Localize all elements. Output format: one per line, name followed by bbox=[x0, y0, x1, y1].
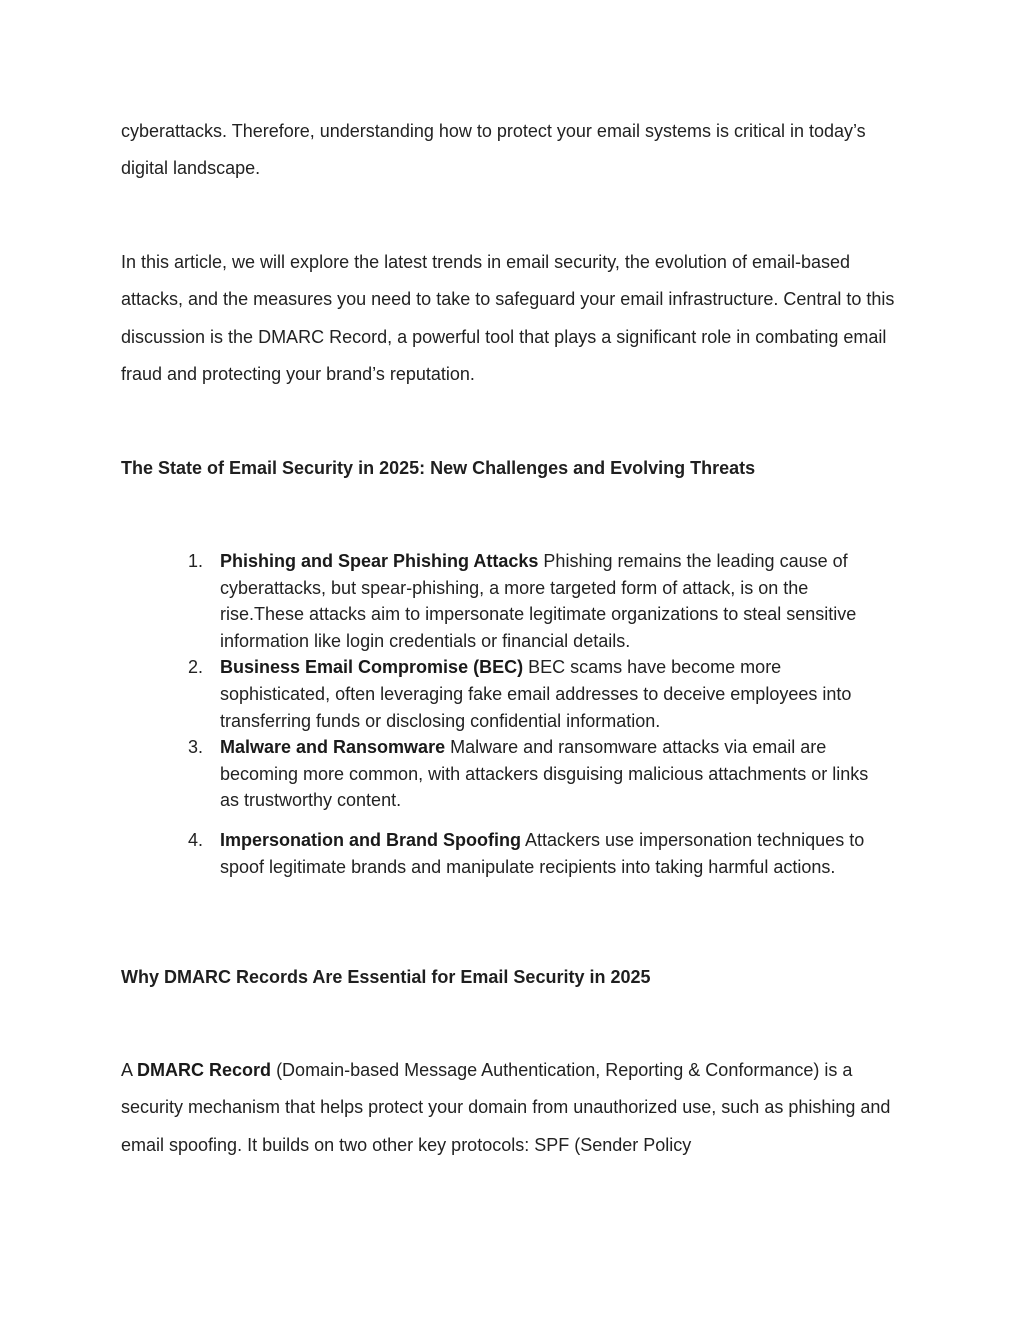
list-item bbox=[188, 654, 878, 734]
intro-paragraph-1: cyberattacks. Therefore, understanding how to protect your email systems is critical in today’s digital landscape. bbox=[121, 121, 866, 179]
list-item bbox=[188, 734, 878, 814]
list-item bbox=[188, 548, 878, 654]
dmarc-description: (Domain-based Message Authentication, Reporting & Conformance) is a security mechanism that helps protect your domain from unauthorized use, such as phishing and email spoofing. It builds on two other key protocols: SPF (Sender Policy bbox=[121, 1060, 891, 1155]
list-item-title: Business Email Compromise (BEC) bbox=[220, 657, 524, 678]
list-item-text: BEC scams have become more sophisticated, often leveraging fake email addresses to deceive employees into transferring funds or disclosing confidential information. bbox=[220, 657, 852, 731]
list-item bbox=[188, 827, 878, 880]
list-item-number: 2. bbox=[188, 657, 204, 678]
list-item-number: 4. bbox=[188, 829, 204, 850]
dmarc-term: DMARC Record bbox=[137, 1060, 272, 1080]
list-item-number: 1. bbox=[188, 551, 204, 571]
section-heading-why-dmarc: Why DMARC Records Are Essential for Email Security in 2025 bbox=[121, 967, 651, 987]
dmarc-lead-word: A bbox=[121, 1060, 133, 1080]
section-heading-state-of-email-security: The State of Email Security in 2025: New Challenges and Evolving Threats bbox=[121, 458, 756, 478]
list-item-number: 3. bbox=[188, 737, 204, 758]
list-item-text: Attackers use impersonation techniques to spoof legitimate brands and manipulate recipients into taking harmful actions. bbox=[220, 829, 865, 877]
threats-list bbox=[188, 548, 878, 880]
list-item-text: Malware and ransomware attacks via email are becoming more common, with attackers disguising malicious attachments or links as trustworthy content. bbox=[220, 737, 869, 811]
dmarc-paragraph bbox=[121, 1052, 911, 1164]
list-item-title: Malware and Ransomware bbox=[220, 737, 446, 758]
list-item-text: Phishing remains the leading cause of cyberattacks, but spear-phishing, a more targeted form of attack, is on the rise.These attacks aim to impersonate legitimate organizations to steal sensitive information like login credentials or financial details. bbox=[220, 551, 857, 651]
list-item-title: Impersonation and Brand Spoofing bbox=[220, 829, 521, 850]
intro-paragraph-2: In this article, we will explore the latest trends in email security, the evolution of email-based attacks, and the measures you need to take to safeguard your email infrastructure. Central to this discussion is the DMARC Record, a powerful tool that plays a significant role in combating email fraud and protecting your brand’s reputation. bbox=[121, 252, 895, 384]
list-item-title: Phishing and Spear Phishing Attacks bbox=[220, 551, 539, 571]
